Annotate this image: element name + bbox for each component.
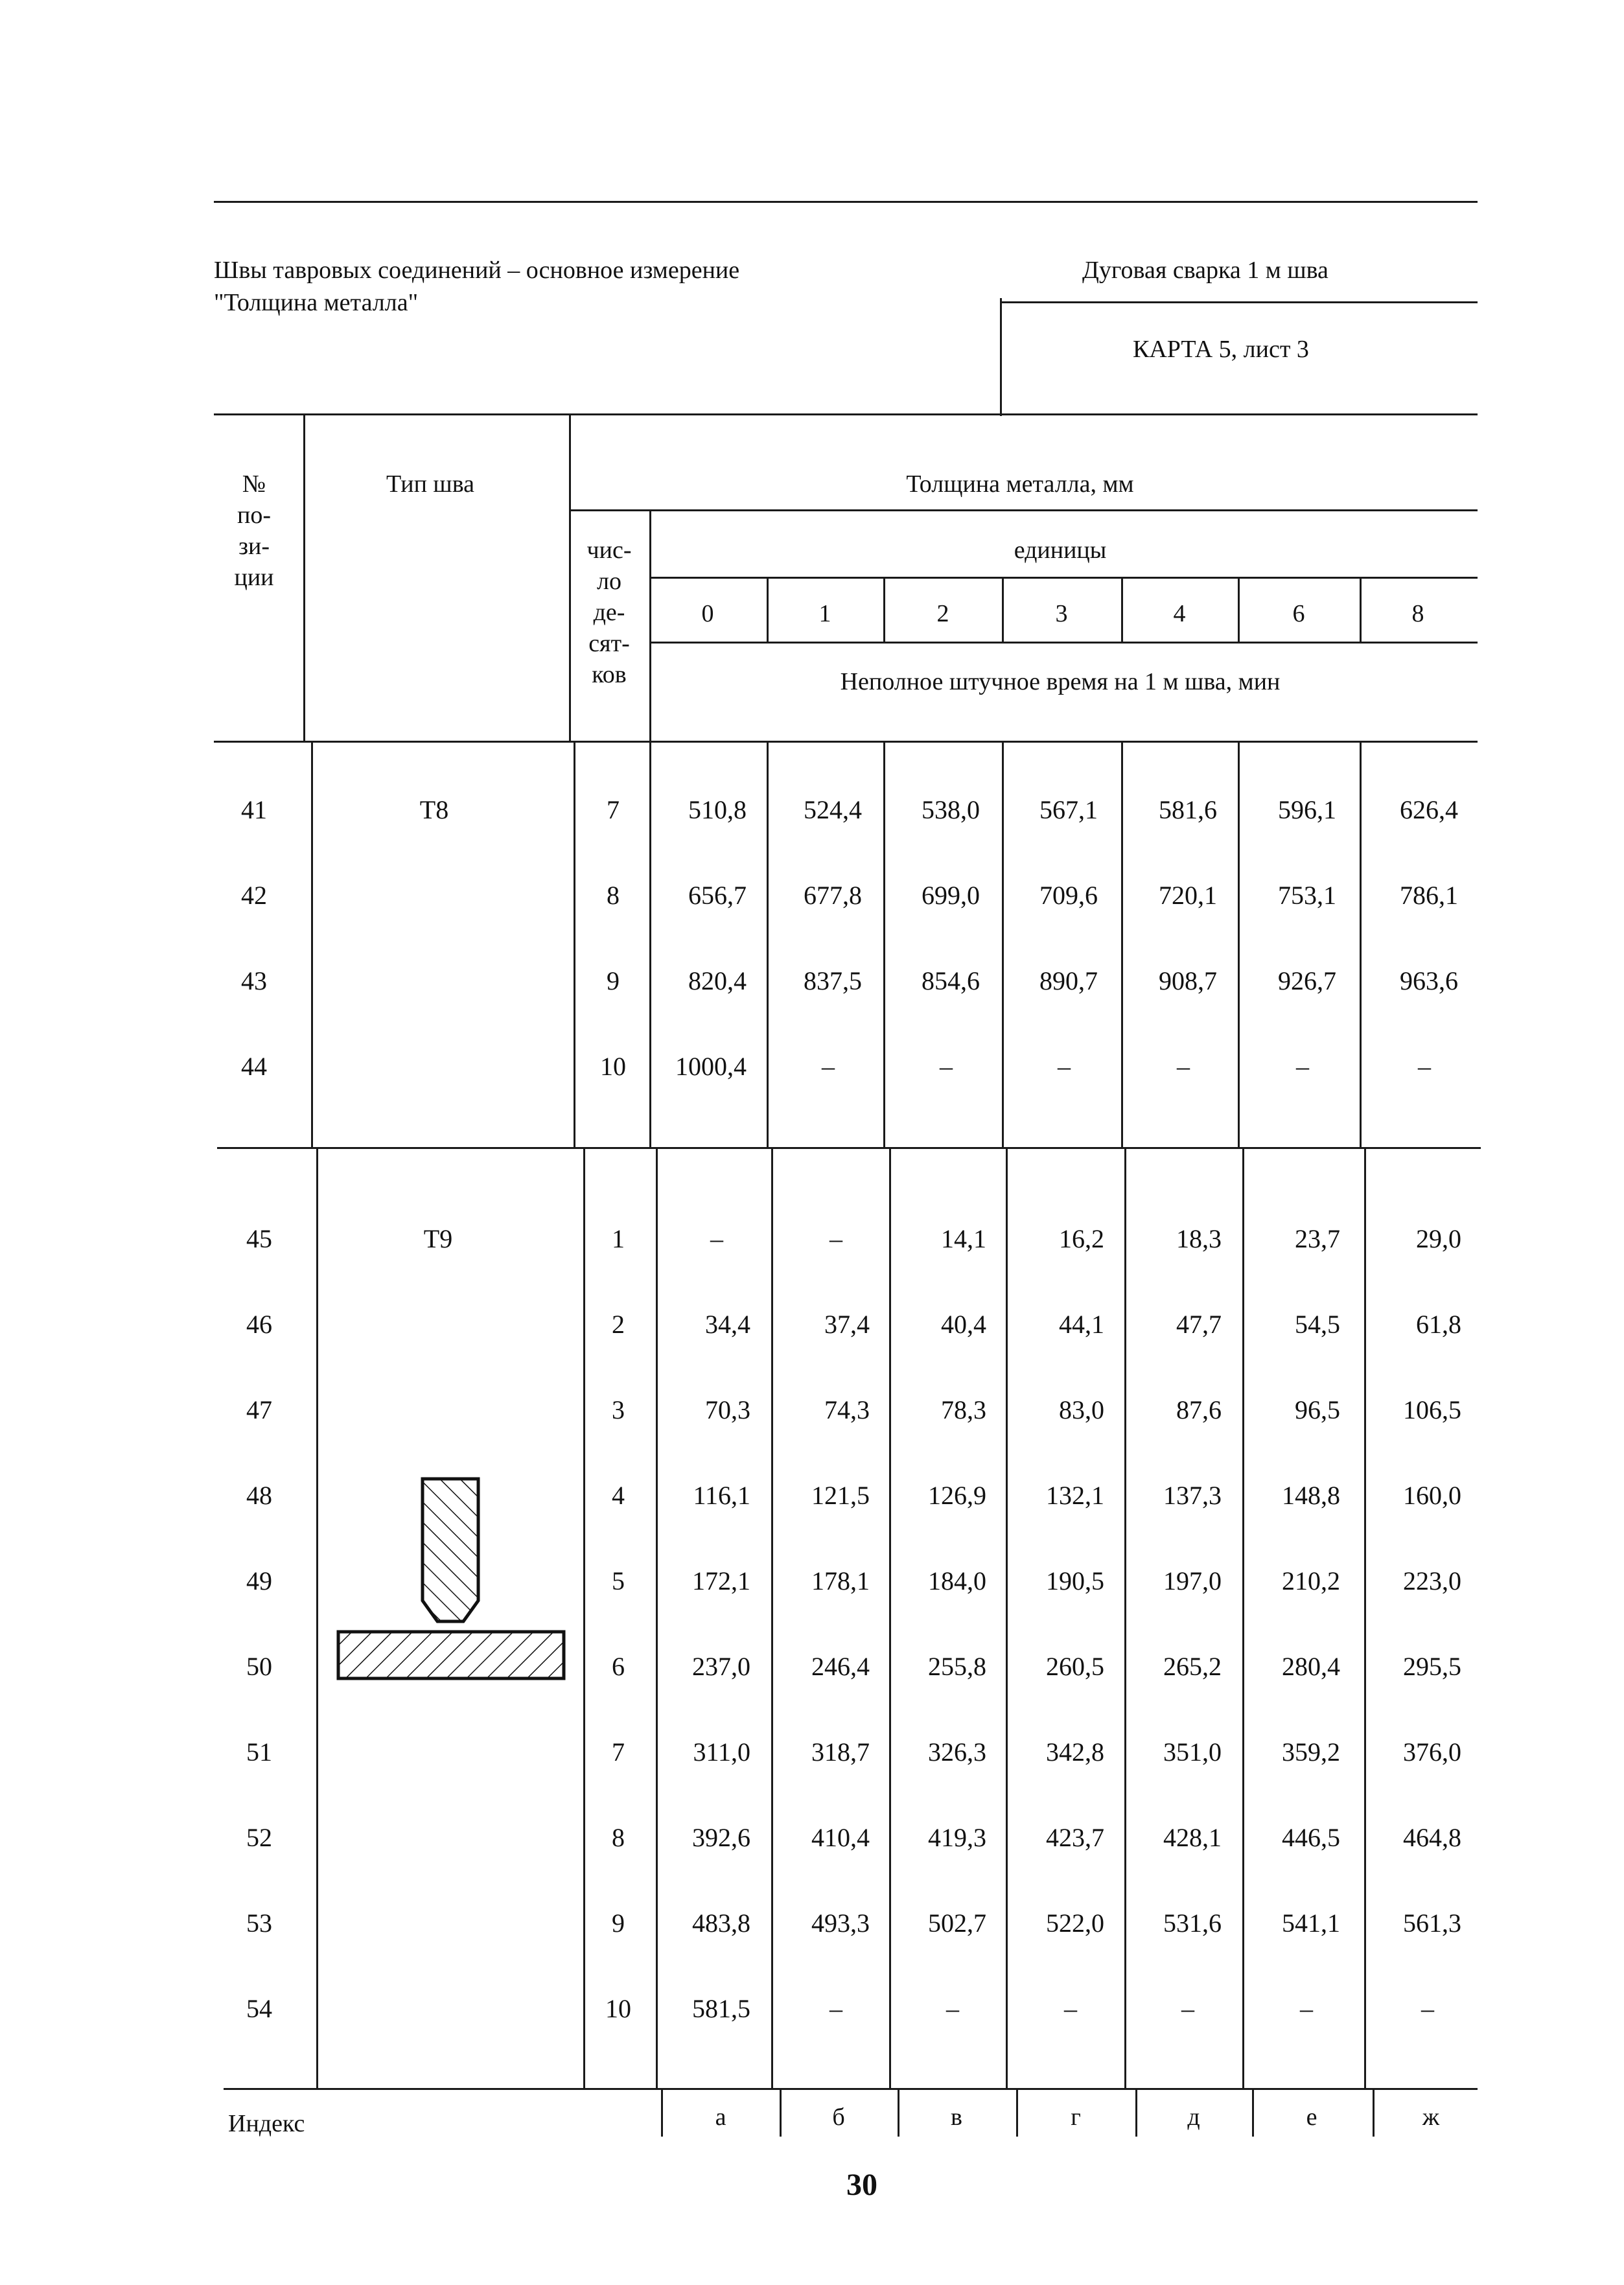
table-cell: 23,7 <box>1295 1224 1340 1253</box>
table-cell: 538,0 <box>922 795 980 824</box>
table-cell: 295,5 <box>1403 1652 1461 1681</box>
index-letter-d: д <box>1187 2104 1200 2131</box>
idx-div-1 <box>780 2088 782 2137</box>
g2-div-type <box>583 1147 585 2088</box>
table-top-rule <box>214 413 1478 415</box>
table-cell: 464,8 <box>1403 1823 1461 1852</box>
table-cell: 351,0 <box>1163 1737 1222 1767</box>
g1-div-4 <box>1121 741 1123 1147</box>
units-bottom-rule <box>649 642 1478 644</box>
table-cell: 541,1 <box>1282 1908 1340 1938</box>
header-pos-1: № <box>242 470 266 498</box>
row-tens: 6 <box>612 1652 625 1681</box>
g1-div-tens <box>649 741 651 1147</box>
unit-div-6 <box>1360 577 1362 642</box>
row-position: 52 <box>246 1823 272 1852</box>
row-tens: 10 <box>600 1052 626 1081</box>
card-box-left <box>1000 298 1002 416</box>
col-divider-pos <box>303 413 305 741</box>
table-cell: 446,5 <box>1282 1823 1340 1852</box>
idx-div-6 <box>1373 2088 1375 2137</box>
table-cell: 121,5 <box>811 1481 870 1510</box>
seam-type-label: Т8 <box>419 795 449 824</box>
header-tens-2: ло <box>597 568 621 595</box>
table-cell: – <box>829 1224 842 1253</box>
table-cell: 83,0 <box>1059 1395 1104 1424</box>
row-position: 49 <box>246 1566 272 1595</box>
seam-t9-sketch-icon <box>331 1471 570 1685</box>
table-cell: 392,6 <box>692 1823 750 1852</box>
table-cell: 428,1 <box>1163 1823 1222 1852</box>
index-label: Индекс <box>228 2110 305 2137</box>
row-tens: 10 <box>605 1994 631 2023</box>
row-tens: 2 <box>612 1310 625 1339</box>
idx-div-0 <box>661 2088 663 2137</box>
table-cell: 524,4 <box>804 795 862 824</box>
table-cell: 656,7 <box>688 881 747 910</box>
table-cell: 260,5 <box>1046 1652 1104 1681</box>
col-divider-tens <box>649 509 651 741</box>
table-cell: 596,1 <box>1278 795 1336 824</box>
header-tens-3: де- <box>593 599 625 626</box>
table-cell: – <box>1181 1994 1194 2023</box>
index-letter-v: в <box>951 2104 962 2131</box>
table-cell: 493,3 <box>811 1908 870 1938</box>
row-tens: 4 <box>612 1481 625 1510</box>
unit-8: 8 <box>1411 600 1424 627</box>
table-cell: 160,0 <box>1403 1481 1461 1510</box>
table-cell: 926,7 <box>1278 966 1336 995</box>
table-cell: – <box>1300 1994 1313 2023</box>
index-top-rule <box>224 2088 1478 2090</box>
top-rule <box>214 201 1478 203</box>
table-cell: 126,9 <box>928 1481 986 1510</box>
header-seam-type: Тип шва <box>386 470 475 498</box>
table-cell: – <box>940 1052 953 1081</box>
table-cell: 522,0 <box>1046 1908 1104 1938</box>
table-cell: – <box>1418 1052 1431 1081</box>
g1-div-6 <box>1360 741 1362 1147</box>
table-cell: 410,4 <box>811 1823 870 1852</box>
header-bottom-rule <box>214 741 1478 743</box>
table-cell: 116,1 <box>693 1481 750 1510</box>
table-cell: – <box>1177 1052 1190 1081</box>
g1-div-2 <box>883 741 885 1147</box>
row-position: 44 <box>241 1052 267 1081</box>
g1-div-pos <box>311 741 313 1147</box>
row-position: 50 <box>246 1652 272 1681</box>
g2-div-3 <box>1006 1147 1008 2088</box>
g2-div-2 <box>889 1147 891 2088</box>
table-cell: 890,7 <box>1039 966 1098 995</box>
row-tens: 8 <box>612 1823 625 1852</box>
table-cell: 54,5 <box>1295 1310 1340 1339</box>
table-cell: 190,5 <box>1046 1566 1104 1595</box>
header-pos-4: ции <box>234 564 274 591</box>
unit-6: 6 <box>1292 600 1305 627</box>
table-cell: – <box>1421 1994 1434 2023</box>
table-cell: 178,1 <box>811 1566 870 1595</box>
table-cell: 561,3 <box>1403 1908 1461 1938</box>
g2-div-1 <box>771 1147 773 2088</box>
units-top-rule <box>649 577 1478 579</box>
table-cell: 359,2 <box>1282 1737 1340 1767</box>
table-cell: 510,8 <box>688 795 747 824</box>
row-tens: 1 <box>612 1224 625 1253</box>
g2-div-5 <box>1242 1147 1244 2088</box>
idx-div-5 <box>1252 2088 1254 2137</box>
table-cell: 786,1 <box>1400 881 1458 910</box>
row-tens: 7 <box>607 795 620 824</box>
table-cell: 37,4 <box>824 1310 870 1339</box>
table-cell: 265,2 <box>1163 1652 1222 1681</box>
table-cell: 132,1 <box>1046 1481 1104 1510</box>
table-cell: 44,1 <box>1059 1310 1104 1339</box>
row-position: 48 <box>246 1481 272 1510</box>
table-cell: 502,7 <box>928 1908 986 1938</box>
index-letter-e: е <box>1306 2104 1317 2131</box>
col-divider-type <box>569 413 571 741</box>
row-position: 41 <box>241 795 267 824</box>
table-cell: – <box>829 1994 842 2023</box>
header-tens-5: ков <box>592 661 627 688</box>
table-cell: 423,7 <box>1046 1823 1104 1852</box>
unit-div-4 <box>1121 577 1123 642</box>
row-position: 51 <box>246 1737 272 1767</box>
header-units: единицы <box>1014 537 1107 564</box>
table-cell: 820,4 <box>688 966 747 995</box>
g2-div-6 <box>1364 1147 1366 2088</box>
unit-2: 2 <box>936 600 949 627</box>
table-cell: 709,6 <box>1039 881 1098 910</box>
table-cell: – <box>822 1052 835 1081</box>
table-cell: 318,7 <box>811 1737 870 1767</box>
row-position: 53 <box>246 1908 272 1938</box>
header-tens-4: сят- <box>588 630 630 657</box>
table-cell: 40,4 <box>941 1310 986 1339</box>
row-tens: 9 <box>607 966 620 995</box>
table-cell: 1000,4 <box>675 1052 747 1081</box>
table-cell: 626,4 <box>1400 795 1458 824</box>
table-cell: 837,5 <box>804 966 862 995</box>
table-cell: 531,6 <box>1163 1908 1222 1938</box>
unit-0: 0 <box>701 600 714 627</box>
row-position: 43 <box>241 966 267 995</box>
g1-div-5 <box>1238 741 1240 1147</box>
g2-div-tens <box>656 1147 658 2088</box>
table-cell: 376,0 <box>1403 1737 1461 1767</box>
table-cell: 47,7 <box>1176 1310 1222 1339</box>
table-cell: 677,8 <box>804 881 862 910</box>
table-cell: 255,8 <box>928 1652 986 1681</box>
header-pos-2: по- <box>237 502 271 529</box>
row-position: 46 <box>246 1310 272 1339</box>
table-cell: 70,3 <box>705 1395 750 1424</box>
row-tens: 8 <box>607 881 620 910</box>
table-cell: 908,7 <box>1159 966 1217 995</box>
table-cell: 14,1 <box>941 1224 986 1253</box>
row-tens: 5 <box>612 1566 625 1595</box>
table-cell: 311,0 <box>693 1737 750 1767</box>
table-cell: 963,6 <box>1400 966 1458 995</box>
g1-div-3 <box>1002 741 1004 1147</box>
table-cell: 223,0 <box>1403 1566 1461 1595</box>
page-title-line2: "Толщина металла" <box>214 289 419 316</box>
table-cell: 137,3 <box>1163 1481 1222 1510</box>
table-cell: 483,8 <box>692 1908 750 1938</box>
table-cell: – <box>1296 1052 1309 1081</box>
table-cell: 148,8 <box>1282 1481 1340 1510</box>
table-cell: – <box>1064 1994 1077 2023</box>
table-cell: 581,5 <box>692 1994 750 2023</box>
unit-3: 3 <box>1055 600 1068 627</box>
row-tens: 3 <box>612 1395 625 1424</box>
g1-div-1 <box>767 741 769 1147</box>
table-cell: 197,0 <box>1163 1566 1222 1595</box>
header-tens-1: чис- <box>586 537 632 564</box>
header-thickness: Толщина металла, мм <box>906 470 1134 498</box>
table-cell: 29,0 <box>1416 1224 1461 1253</box>
table-cell: 34,4 <box>705 1310 750 1339</box>
header-pos-3: зи- <box>238 533 270 560</box>
table-cell: 342,8 <box>1046 1737 1104 1767</box>
g2-div-pos <box>316 1147 318 2088</box>
idx-div-3 <box>1016 2088 1018 2137</box>
table-cell: 172,1 <box>692 1566 750 1595</box>
table-cell: 699,0 <box>922 881 980 910</box>
unit-div-5 <box>1238 577 1240 642</box>
group-separator <box>217 1147 1481 1149</box>
card-label: КАРТА 5, лист 3 <box>1133 336 1309 363</box>
table-cell: – <box>710 1224 723 1253</box>
row-position: 42 <box>241 881 267 910</box>
row-position: 54 <box>246 1994 272 2023</box>
header-time-label: Неполное штучное время на 1 м шва, мин <box>840 668 1281 695</box>
idx-div-4 <box>1135 2088 1137 2137</box>
card-box-top <box>1001 301 1478 303</box>
page-title-line1: Швы тавровых соединений – основное измерение <box>214 257 740 284</box>
table-cell: 720,1 <box>1159 881 1217 910</box>
row-position: 45 <box>246 1224 272 1253</box>
g2-div-4 <box>1124 1147 1126 2088</box>
row-tens: 9 <box>612 1908 625 1938</box>
table-cell: 16,2 <box>1059 1224 1104 1253</box>
table-cell: 184,0 <box>928 1566 986 1595</box>
process-title: Дуговая сварка 1 м шва <box>1082 257 1328 284</box>
index-letter-g: г <box>1071 2104 1081 2131</box>
table-cell: 246,4 <box>811 1652 870 1681</box>
unit-div-2 <box>883 577 885 642</box>
thickness-underline <box>569 509 1478 511</box>
table-cell: 237,0 <box>692 1652 750 1681</box>
unit-div-3 <box>1002 577 1004 642</box>
table-cell: – <box>946 1994 959 2023</box>
table-cell: 87,6 <box>1176 1395 1222 1424</box>
table-cell: 581,6 <box>1159 795 1217 824</box>
seam-type-label: Т9 <box>423 1224 453 1253</box>
index-letter-a: а <box>715 2104 726 2131</box>
table-cell: – <box>1058 1052 1071 1081</box>
table-cell: 74,3 <box>824 1395 870 1424</box>
table-cell: 61,8 <box>1416 1310 1461 1339</box>
unit-1: 1 <box>818 600 831 627</box>
table-cell: 18,3 <box>1176 1224 1222 1253</box>
index-letter-b: б <box>832 2104 845 2131</box>
table-cell: 326,3 <box>928 1737 986 1767</box>
table-cell: 753,1 <box>1278 881 1336 910</box>
unit-div-1 <box>767 577 769 642</box>
table-cell: 419,3 <box>928 1823 986 1852</box>
row-position: 47 <box>246 1395 272 1424</box>
table-cell: 78,3 <box>941 1395 986 1424</box>
unit-4: 4 <box>1173 600 1186 627</box>
row-tens: 7 <box>612 1737 625 1767</box>
idx-div-2 <box>898 2088 899 2137</box>
table-cell: 106,5 <box>1403 1395 1461 1424</box>
page-number: 30 <box>846 2168 877 2202</box>
table-cell: 210,2 <box>1282 1566 1340 1595</box>
table-cell: 854,6 <box>922 966 980 995</box>
table-cell: 280,4 <box>1282 1652 1340 1681</box>
g1-div-type <box>574 741 575 1147</box>
index-letter-zh: ж <box>1422 2104 1440 2131</box>
table-cell: 96,5 <box>1295 1395 1340 1424</box>
table-cell: 567,1 <box>1039 795 1098 824</box>
